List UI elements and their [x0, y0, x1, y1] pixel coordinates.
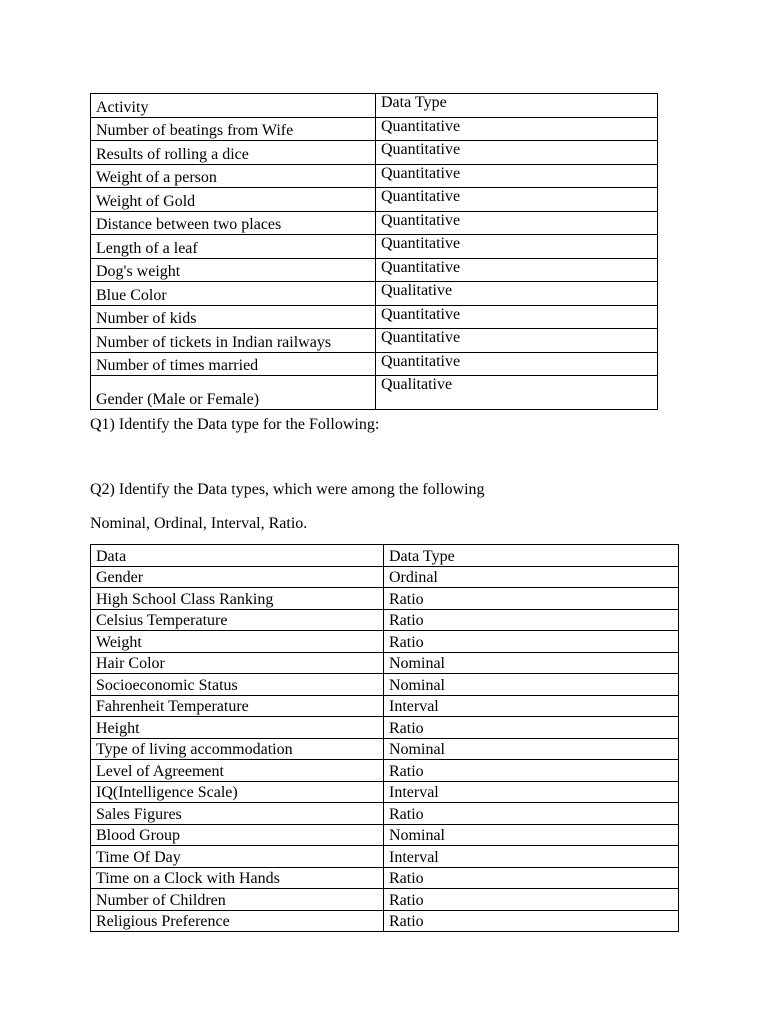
cell-label: Length of a leaf [91, 235, 376, 259]
cell-label: Number of Children [91, 889, 384, 911]
table-row [91, 282, 658, 306]
cell-label: Number of tickets in Indian railways [91, 329, 376, 353]
cell-label: IQ(Intelligence Scale) [91, 781, 384, 803]
cell-data-type: Quantitative [376, 141, 658, 165]
cell-data-type: Quantitative [376, 164, 658, 188]
table-row [91, 910, 679, 932]
cell-label: Sales Figures [91, 803, 384, 825]
cell-data-type: Ratio [384, 609, 679, 631]
cell-data-type: Quantitative [376, 211, 658, 235]
table-row [91, 824, 679, 846]
table-row [91, 889, 679, 911]
cell-data-type: Nominal [384, 738, 679, 760]
cell-label: Weight [91, 631, 384, 653]
header-data-type: Data Type [376, 94, 658, 118]
activity-table-body [91, 94, 658, 410]
header-data: Data [91, 545, 384, 567]
table-row [91, 305, 658, 329]
cell-data-type: Ratio [384, 588, 679, 610]
cell-data-type: Nominal [384, 674, 679, 696]
question-2: Q2) Identify the Data types, which were among the following [90, 481, 485, 498]
table-row [91, 652, 679, 674]
table-header-row [91, 545, 679, 567]
cell-label: Time on a Clock with Hands [91, 867, 384, 889]
cell-data-type: Quantitative [376, 188, 658, 212]
cell-data-type: Ratio [384, 717, 679, 739]
cell-data-type: Quantitative [376, 305, 658, 329]
cell-data-type: Ratio [384, 910, 679, 932]
table-row [91, 352, 658, 376]
cell-label: Level of Agreement [91, 760, 384, 782]
cell-data-type: Quantitative [376, 352, 658, 376]
table-row [91, 867, 679, 889]
table-row [91, 760, 679, 782]
activity-data-type-table [90, 93, 658, 410]
question-1: Q1) Identify the Data type for the Following: [90, 416, 380, 433]
table-row [91, 376, 658, 410]
cell-label: Fahrenheit Temperature [91, 695, 384, 717]
table-row [91, 258, 658, 282]
header-activity: Activity [91, 94, 376, 118]
table-row [91, 846, 679, 868]
cell-data-type: Ratio [384, 803, 679, 825]
cell-data-type: Nominal [384, 824, 679, 846]
table-row [91, 674, 679, 696]
cell-label: Weight of a person [91, 164, 376, 188]
cell-label: Hair Color [91, 652, 384, 674]
cell-label: Blood Group [91, 824, 384, 846]
table-row [91, 329, 658, 353]
table-row [91, 141, 658, 165]
cell-data-type: Ordinal [384, 566, 679, 588]
table-row [91, 588, 679, 610]
cell-data-type: Interval [384, 695, 679, 717]
measurement-scale-table [90, 544, 679, 932]
cell-data-type: Ratio [384, 867, 679, 889]
cell-label: Religious Preference [91, 910, 384, 932]
cell-label: Celsius Temperature [91, 609, 384, 631]
cell-label: Gender (Male or Female) [91, 376, 376, 410]
cell-data-type: Quantitative [376, 235, 658, 259]
cell-label: Type of living accommodation [91, 738, 384, 760]
scale-table-body [91, 545, 679, 932]
cell-label: Number of times married [91, 352, 376, 376]
cell-label: Height [91, 717, 384, 739]
table-row [91, 188, 658, 212]
cell-data-type: Ratio [384, 631, 679, 653]
table-row [91, 781, 679, 803]
table-header-row [91, 94, 658, 118]
cell-label: High School Class Ranking [91, 588, 384, 610]
cell-data-type: Quantitative [376, 117, 658, 141]
cell-data-type: Ratio [384, 760, 679, 782]
cell-data-type: Qualitative [376, 376, 658, 410]
cell-label: Gender [91, 566, 384, 588]
cell-data-type: Ratio [384, 889, 679, 911]
table-row [91, 211, 658, 235]
cell-label: Time Of Day [91, 846, 384, 868]
cell-label: Number of beatings from Wife [91, 117, 376, 141]
cell-label: Distance between two places [91, 211, 376, 235]
table-row [91, 117, 658, 141]
cell-data-type: Nominal [384, 652, 679, 674]
table-row [91, 738, 679, 760]
cell-data-type: Quantitative [376, 258, 658, 282]
table-row [91, 235, 658, 259]
cell-label: Weight of Gold [91, 188, 376, 212]
cell-data-type: Interval [384, 781, 679, 803]
cell-label: Socioeconomic Status [91, 674, 384, 696]
table-row [91, 609, 679, 631]
table-row [91, 717, 679, 739]
cell-label: Number of kids [91, 305, 376, 329]
cell-label: Results of rolling a dice [91, 141, 376, 165]
cell-data-type: Quantitative [376, 329, 658, 353]
table-row [91, 695, 679, 717]
table-row [91, 164, 658, 188]
table-row [91, 566, 679, 588]
header-data-type: Data Type [384, 545, 679, 567]
cell-label: Blue Color [91, 282, 376, 306]
table-row [91, 803, 679, 825]
table-row [91, 631, 679, 653]
cell-label: Dog's weight [91, 258, 376, 282]
question-2-options: Nominal, Ordinal, Interval, Ratio. [90, 515, 308, 532]
cell-data-type: Qualitative [376, 282, 658, 306]
cell-data-type: Interval [384, 846, 679, 868]
